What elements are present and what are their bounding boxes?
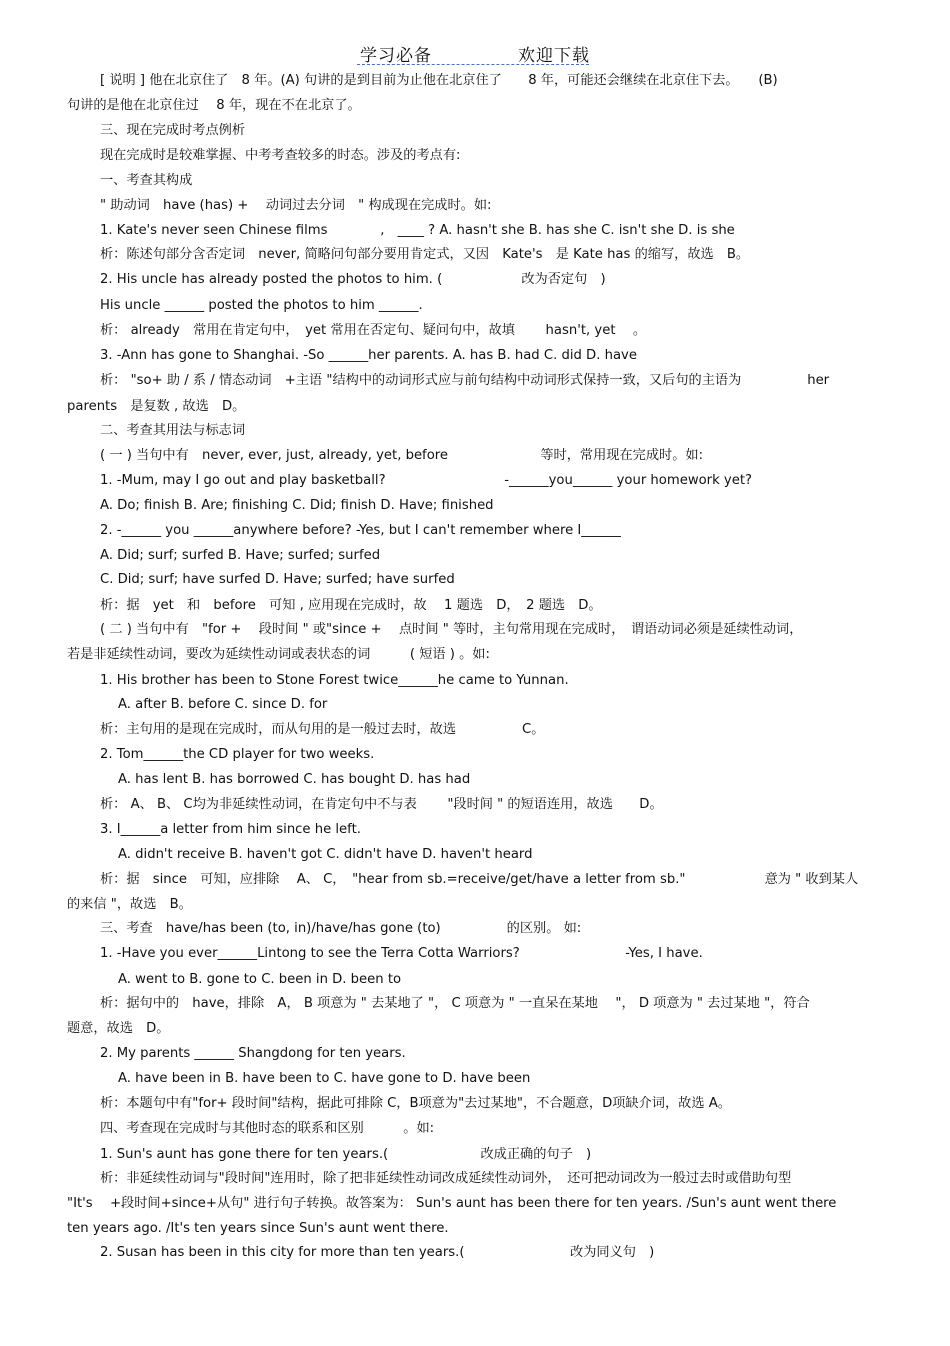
options-line: C. Did; surf; have surfed D. Have; surfed; have surfed xyxy=(100,572,455,587)
text-line: " 助动词 have (has) + 动词过去分词 " 构成现在完成时。如: xyxy=(100,198,492,213)
text-line: ( 二 ) 当句中有 "for + 段时间 " 或"since + 点时间 " 等时，主句常用现在完成时， 谓语动词必须是延续性动词， xyxy=(100,622,803,637)
header-underline xyxy=(357,64,589,65)
analysis-line: 析： already 常用在肯定句中， yet 常用在否定句、疑问句中，故填 hasn't, yet 。 xyxy=(100,323,647,338)
page-header xyxy=(0,41,950,66)
analysis-line: 析： "so+ 助 / 系 / 情态动词 +主语 "结构中的动词形式应与前句结构中动词形式保持一致，又后句的主语为 her xyxy=(100,373,830,388)
analysis-line: 析：陈述句部分含否定词 never, 简略问句部分要用肯定式，又因 Kate's 是 Kate has 的缩写，故选 B。 xyxy=(100,247,750,262)
question-line: 2. My parents ______ Shangdong for ten years. xyxy=(100,1046,406,1061)
section-heading: 四、考查现在完成时与其他时态的联系和区别 。如: xyxy=(100,1121,435,1136)
options-line: A. Did; surf; surfed B. Have; surfed; surfed xyxy=(100,548,381,563)
section-heading: 一、考查其构成 xyxy=(100,173,193,188)
options-line: A. went to B. gone to C. been in D. been to xyxy=(118,972,402,987)
analysis-line: 的来信 "，故选 B。 xyxy=(67,897,192,912)
analysis-line: 析：本题句中有"for+ 段时间"结构，据此可排除 C，B项意为"去过某地"，不合题意，D项缺介词，故选 A。 xyxy=(100,1096,731,1111)
text-line: ( 一 ) 当句中有 never, ever, just, already, yet, before 等时，常用现在完成时。如: xyxy=(100,448,704,463)
question-line: 2. -______ you ______anywhere before? -Yes, but I can't remember where I______ xyxy=(100,523,621,538)
question-line: 2. Susan has been in this city for more than ten years.( 改为同义句 ) xyxy=(100,1245,655,1260)
question-line: 1. -Have you ever______Lintong to see the Terra Cotta Warriors? -Yes, I have. xyxy=(100,946,703,961)
question-line: 1. Sun's aunt has gone there for ten years.( 改成正确的句子 ) xyxy=(100,1147,592,1162)
header-right-text: 欢迎下载 xyxy=(518,46,590,66)
question-line: His uncle ______ posted the photos to him ______. xyxy=(100,298,423,313)
question-line: 2. His uncle has already posted the photos to him. ( 改为否定句 ) xyxy=(100,272,606,287)
section-heading: 二、考查其用法与标志词 xyxy=(100,423,246,438)
analysis-line: 题意，故选 D。 xyxy=(67,1021,170,1036)
text-line: 若是非延续性动词，要改为延续性动词或表状态的词 ( 短语 ) 。如: xyxy=(67,647,490,662)
analysis-line: "It's +段时间+since+从句" 进行句子转换。故答案为： Sun's aunt has been there for ten years. /Sun's aunt went there xyxy=(67,1196,837,1211)
question-line: 1. Kate's never seen Chinese films , ____ ? A. hasn't she B. has she C. isn't she D. is she xyxy=(100,223,735,238)
section-heading: 三、现在完成时考点例析 xyxy=(100,123,246,138)
question-line: 3. -Ann has gone to Shanghai. -So ______her parents. A. has B. had C. did D. have xyxy=(100,348,637,363)
section-heading: 三、考查 have/has been (to, in)/have/has gone (to) 的区别。 如: xyxy=(100,921,582,936)
options-line: A. didn't receive B. haven't got C. didn't have D. haven't heard xyxy=(118,847,533,862)
question-line: 1. His brother has been to Stone Forest twice______he came to Yunnan. xyxy=(100,673,569,688)
text-line: 句讲的是他在北京住过 8 年，现在不在北京了。 xyxy=(67,98,361,113)
question-line: 1. -Mum, may I go out and play basketball? -______you______ your homework yet? xyxy=(100,473,753,488)
analysis-line: ten years ago. /It's ten years since Sun's aunt went there. xyxy=(67,1221,449,1236)
text-line: 现在完成时是较难掌握、中考考查较多的时态。涉及的考点有: xyxy=(100,148,461,163)
options-line: A. has lent B. has borrowed C. has bought D. has had xyxy=(118,772,471,787)
analysis-line: parents 是复数 , 故选 D。 xyxy=(67,399,246,414)
question-line: 2. Tom______the CD player for two weeks. xyxy=(100,747,375,762)
analysis-line: 析：据 since 可知，应排除 A、 C， "hear from sb.=receive/get/have a letter from sb." 意为 " 收到某人 xyxy=(100,872,859,887)
analysis-line: 析：据句中的 have，排除 A， B 项意为 " 去某地了 "， C 项意为 " 一直呆在某地 "， D 项意为 " 去过某地 "，符合 xyxy=(100,996,810,1011)
text-line: [ 说明 ] 他在北京住了 8 年。(A) 句讲的是到目前为止他在北京住了 8 年，可能还会继续在北京住下去。 (B) xyxy=(100,73,778,88)
header-left-text: 学习必备 xyxy=(360,46,432,66)
analysis-line: 析： A、 B、 C均为非延续性动词，在肯定句中不与表 "段时间 " 的短语连用，故选 D。 xyxy=(100,797,663,812)
analysis-line: 析：主句用的是现在完成时，而从句用的是一般过去时，故选 C。 xyxy=(100,722,545,737)
options-line: A. Do; finish B. Are; finishing C. Did; finish D. Have; finished xyxy=(100,498,494,513)
analysis-line: 析：据 yet 和 before 可知 , 应用现在完成时，故 1 题选 D， 2 题选 D。 xyxy=(100,598,602,613)
options-line: A. have been in B. have been to C. have gone to D. have been xyxy=(118,1071,531,1086)
options-line: A. after B. before C. since D. for xyxy=(118,697,328,712)
question-line: 3. I______a letter from him since he left. xyxy=(100,822,361,837)
analysis-line: 析：非延续性动词与"段时间"连用时，除了把非延续性动词改成延续性动词外， 还可把动词改为一般过去时或借助句型 xyxy=(100,1171,792,1186)
